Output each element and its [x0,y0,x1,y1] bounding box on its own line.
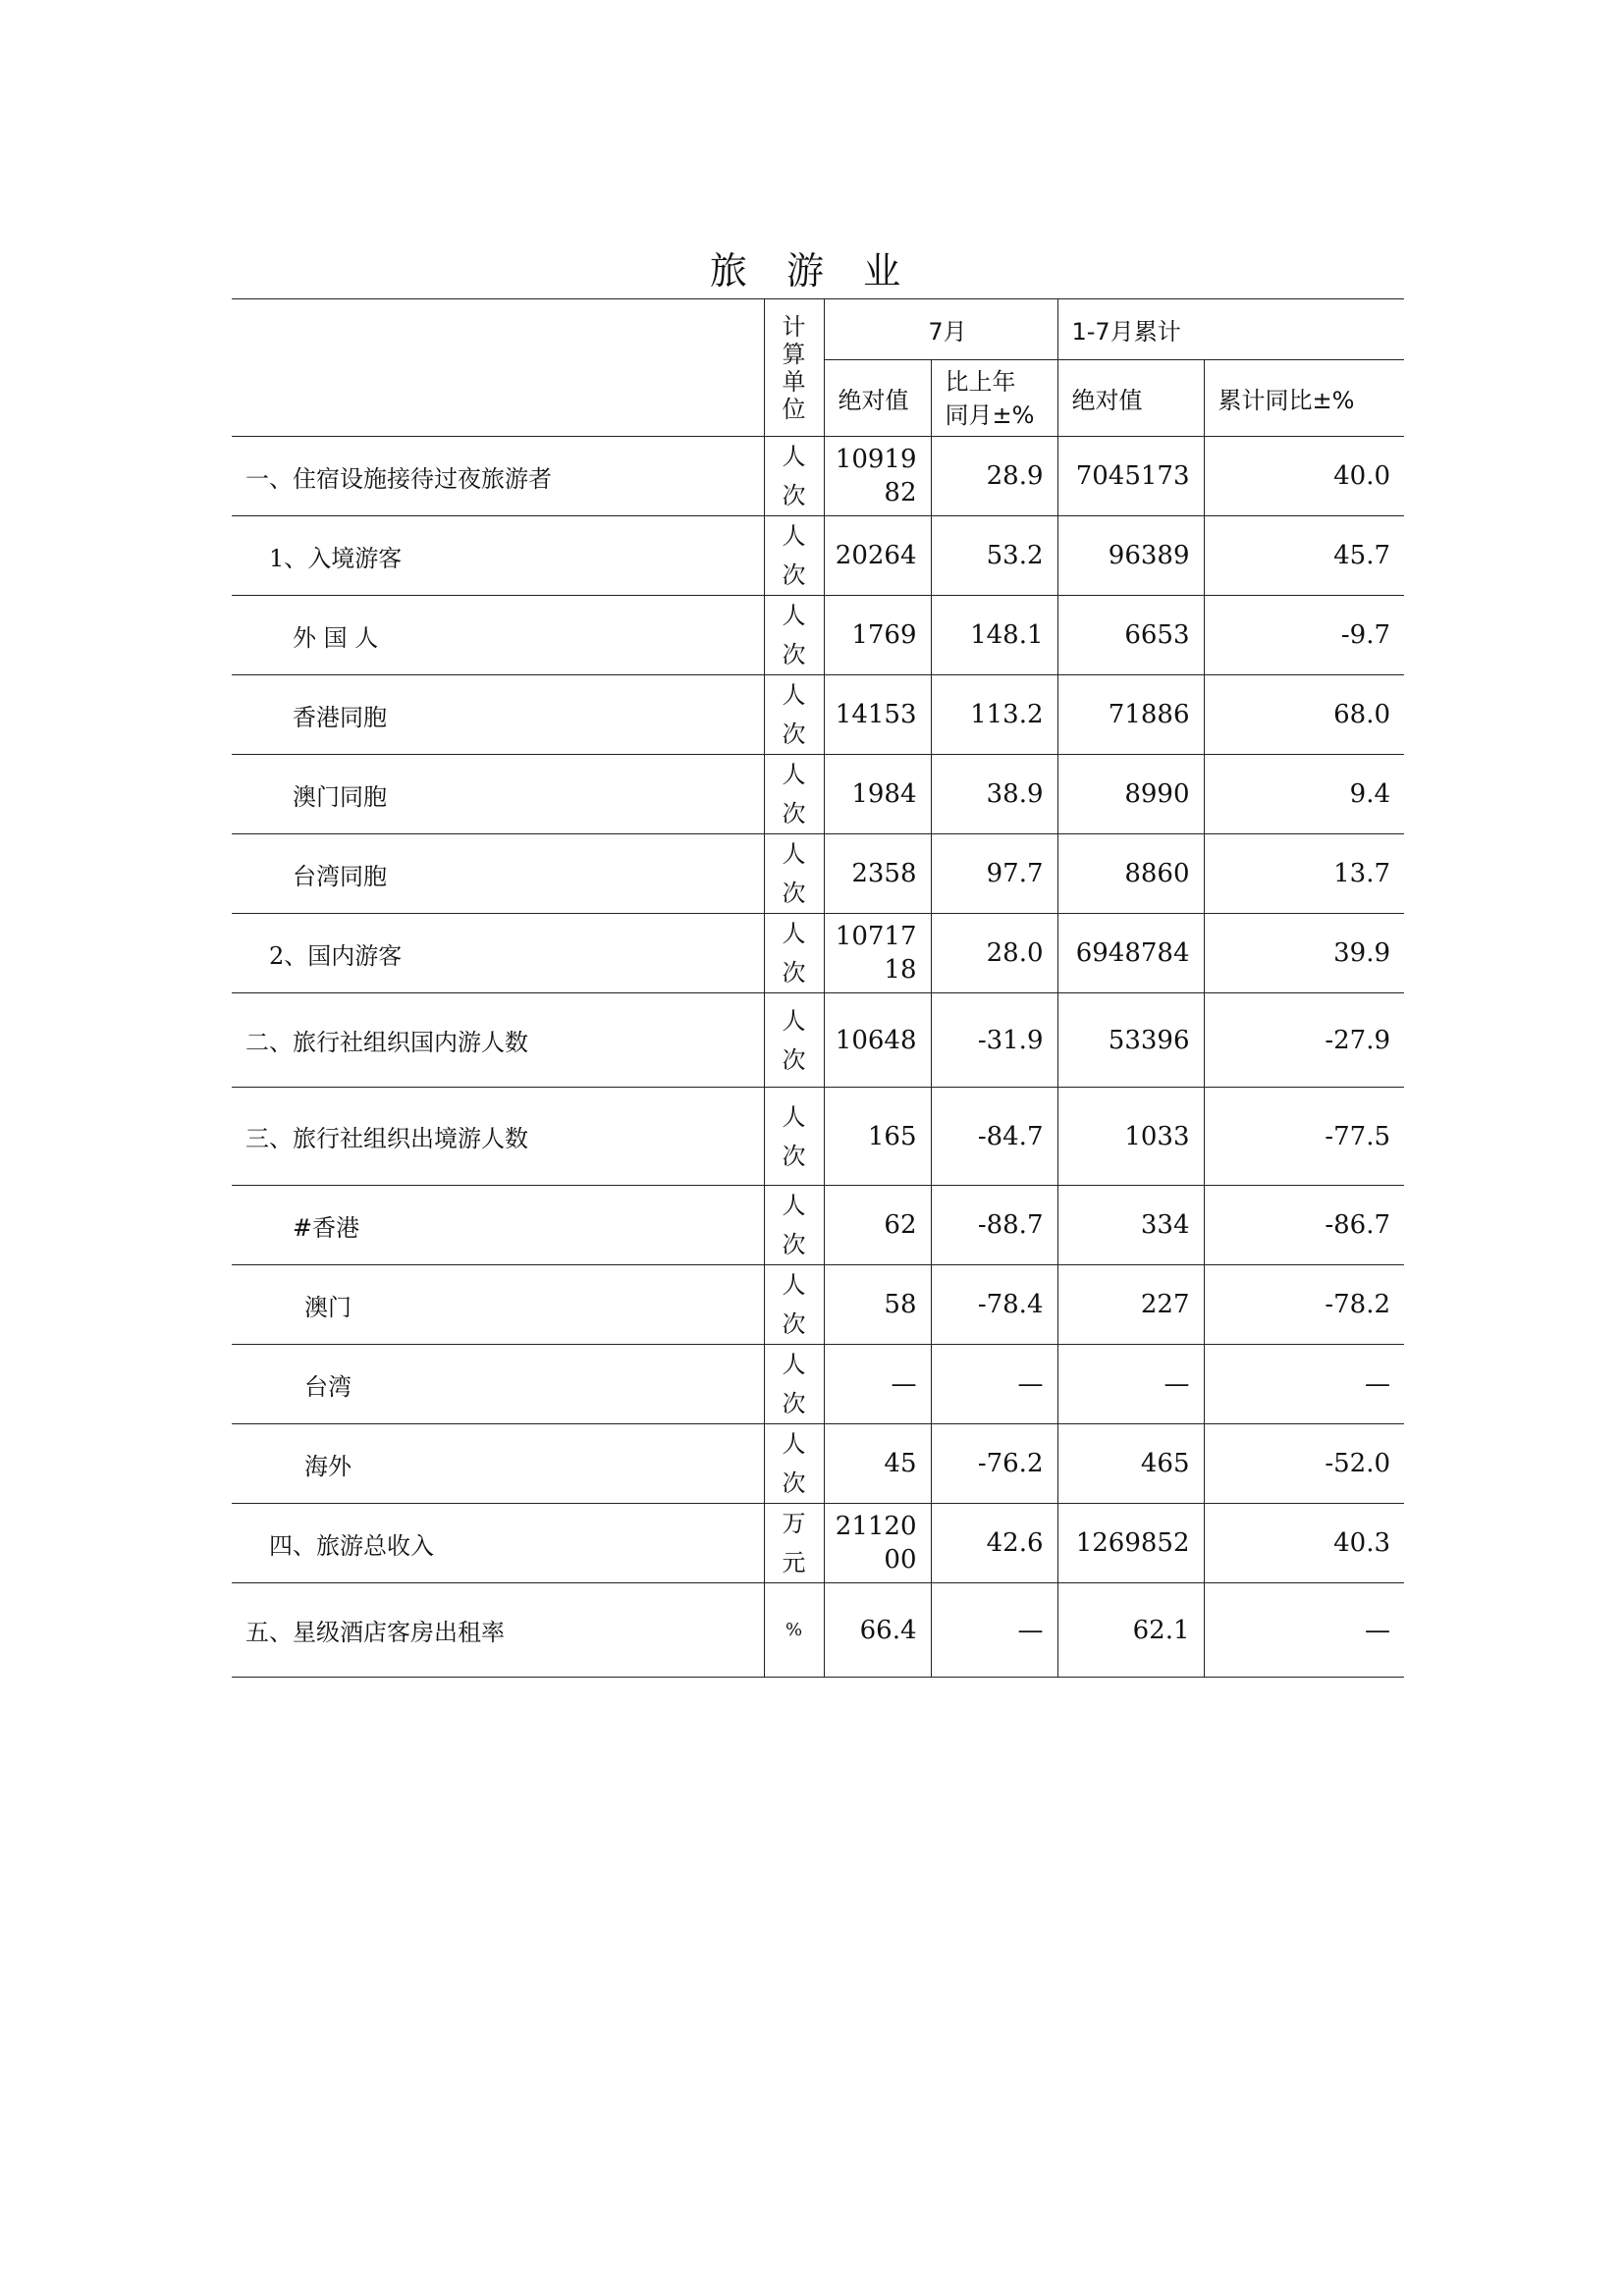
row-unit: 人 次 [764,1265,824,1345]
row-unit: 人 次 [764,1424,824,1504]
row-value: 2112000 [824,1504,931,1583]
row-cumulative: 8990 [1057,755,1204,834]
row-label: 1、入境游客 [232,516,764,596]
row-value: — [824,1345,931,1424]
table-row [232,1186,1404,1265]
row-cumulative: 8860 [1057,834,1204,914]
table-row [232,516,1404,596]
header-unit: 计 算 单 位 [764,299,824,437]
row-cumulative-yoy: 39.9 [1204,914,1404,993]
table-row [232,1424,1404,1504]
page-title: 旅 游 业 [709,249,915,293]
row-cumulative-yoy: -77.5 [1204,1088,1404,1186]
row-yoy: -88.7 [931,1186,1057,1265]
row-value: 1769 [824,596,931,675]
row-cumulative: 465 [1057,1424,1204,1504]
header-item [232,299,764,437]
row-cumulative: 227 [1057,1265,1204,1345]
row-value: 66.4 [824,1583,931,1678]
row-unit: 人 次 [764,834,824,914]
row-cumulative-yoy: — [1204,1583,1404,1678]
row-cumulative: — [1057,1345,1204,1424]
row-value: 58 [824,1265,931,1345]
row-label: 台湾 [232,1345,764,1424]
header-cumulative: 1-7月累计 [1057,299,1404,360]
row-value: 14153 [824,675,931,755]
table-row [232,675,1404,755]
row-cumulative: 7045173 [1057,437,1204,516]
table-row [232,437,1404,516]
header-yoy-month: 比上年 同月±% [931,360,1057,437]
row-yoy: 38.9 [931,755,1057,834]
row-label: 香港同胞 [232,675,764,755]
row-label: 三、旅行社组织出境游人数 [232,1088,764,1186]
row-value: 165 [824,1088,931,1186]
row-yoy: -76.2 [931,1424,1057,1504]
row-cumulative-yoy: -78.2 [1204,1265,1404,1345]
row-yoy: 113.2 [931,675,1057,755]
row-unit: 人 次 [764,1345,824,1424]
row-yoy: 28.9 [931,437,1057,516]
row-label: 一、住宿设施接待过夜旅游者 [232,437,764,516]
row-cumulative-yoy: 40.0 [1204,437,1404,516]
row-yoy: 28.0 [931,914,1057,993]
row-cumulative: 53396 [1057,993,1204,1088]
row-label: 澳门同胞 [232,755,764,834]
row-cumulative-yoy: 68.0 [1204,675,1404,755]
row-cumulative: 96389 [1057,516,1204,596]
table-row [232,1504,1404,1583]
row-value: 62 [824,1186,931,1265]
row-unit: 人 次 [764,993,824,1088]
row-yoy: 148.1 [931,596,1057,675]
row-cumulative: 1269852 [1057,1504,1204,1583]
row-yoy: 97.7 [931,834,1057,914]
header-yoy-cum: 累计同比±% [1204,360,1404,437]
row-yoy: 42.6 [931,1504,1057,1583]
row-yoy: -31.9 [931,993,1057,1088]
row-cumulative-yoy: -9.7 [1204,596,1404,675]
row-cumulative-yoy: -86.7 [1204,1186,1404,1265]
row-label: 四、旅游总收入 [232,1504,764,1583]
row-unit: 人 次 [764,1186,824,1265]
row-unit: 人 次 [764,516,824,596]
row-yoy: -78.4 [931,1265,1057,1345]
row-label: 外 国 人 [232,596,764,675]
row-cumulative: 6653 [1057,596,1204,675]
row-yoy: -84.7 [931,1088,1057,1186]
table-row [232,1088,1404,1186]
tourism-statistics-table [232,298,1404,1678]
row-cumulative-yoy: — [1204,1345,1404,1424]
row-cumulative: 62.1 [1057,1583,1204,1678]
row-cumulative-yoy: -52.0 [1204,1424,1404,1504]
row-unit: 人 次 [764,596,824,675]
row-yoy: — [931,1583,1057,1678]
row-cumulative: 71886 [1057,675,1204,755]
table-row [232,1345,1404,1424]
row-value: 1984 [824,755,931,834]
header-abs-value: 绝对值 [824,360,931,437]
row-unit: 万 元 [764,1504,824,1583]
row-unit: 人 次 [764,675,824,755]
row-label: 二、旅行社组织国内游人数 [232,993,764,1088]
row-label: 2、国内游客 [232,914,764,993]
row-label: 海外 [232,1424,764,1504]
row-cumulative-yoy: 9.4 [1204,755,1404,834]
table-row [232,1265,1404,1345]
row-value: 10648 [824,993,931,1088]
row-cumulative-yoy: -27.9 [1204,993,1404,1088]
row-cumulative-yoy: 40.3 [1204,1504,1404,1583]
row-yoy: — [931,1345,1057,1424]
table-row [232,596,1404,675]
row-value: 1071718 [824,914,931,993]
row-unit: 人 次 [764,755,824,834]
row-unit: 人 次 [764,914,824,993]
row-value: 45 [824,1424,931,1504]
table-row [232,755,1404,834]
row-value: 2358 [824,834,931,914]
row-label: #香港 [232,1186,764,1265]
header-abs-value-cum: 绝对值 [1057,360,1204,437]
table-row [232,993,1404,1088]
row-cumulative-yoy: 13.7 [1204,834,1404,914]
table-row [232,914,1404,993]
row-unit: 人 次 [764,1088,824,1186]
row-cumulative: 334 [1057,1186,1204,1265]
row-unit: 人 次 [764,437,824,516]
row-label: 台湾同胞 [232,834,764,914]
row-value: 1091982 [824,437,931,516]
row-label: 五、星级酒店客房出租率 [232,1583,764,1678]
row-yoy: 53.2 [931,516,1057,596]
table-row [232,834,1404,914]
row-value: 20264 [824,516,931,596]
header-july: 7月 [824,299,1057,360]
table-row [232,1583,1404,1678]
row-cumulative: 6948784 [1057,914,1204,993]
row-label: 澳门 [232,1265,764,1345]
row-unit: % [764,1583,824,1678]
row-cumulative: 1033 [1057,1088,1204,1186]
header-row [232,299,1404,360]
row-cumulative-yoy: 45.7 [1204,516,1404,596]
